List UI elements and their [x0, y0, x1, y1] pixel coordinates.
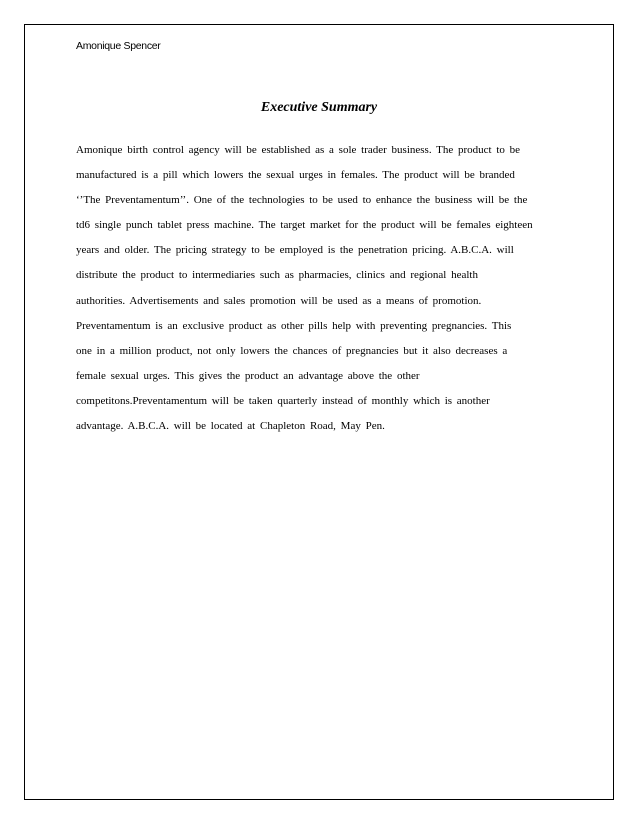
- body-line: female sexual urges. This gives the product an advantage above the other: [76, 369, 420, 382]
- body-line: years and older. The pricing strategy to be employed is the penetration pricing. A.B.C.A. will: [76, 244, 514, 257]
- body-line: advantage. A.B.C.A. will be located at Chapleton Road, May Pen.: [76, 420, 385, 433]
- document-title: Executive Summary: [260, 100, 378, 115]
- body-line: Amonique birth control agency will be established as a sole trader business. The product to be: [76, 144, 521, 156]
- document-body: [76, 138, 576, 439]
- header-author: Amonique Spencer: [76, 40, 161, 52]
- body-line: Preventamentum is an exclusive product as other pills help with preventing pregnancies. This: [76, 319, 512, 332]
- body-line: ‘’The Preventamentum’’. One of the technologies to be used to enhance the business will be the: [76, 194, 528, 207]
- body-line: manufactured is a pill which lowers the sexual urges in females. The product will be branded: [76, 169, 515, 182]
- body-line: td6 single punch tablet press machine. The target market for the product will be females eighteen: [76, 219, 533, 232]
- body-line: distribute the product to intermediaries such as pharmacies, clinics and regional health: [76, 269, 478, 282]
- body-line: authorities. Advertisements and sales promotion will be used as a means of promotion.: [76, 294, 482, 307]
- body-line: competitons.Preventamentum will be taken quarterly instead of monthly which is another: [76, 394, 490, 407]
- body-line: one in a million product, not only lowers the chances of pregnancies but it also decreases a: [76, 344, 508, 357]
